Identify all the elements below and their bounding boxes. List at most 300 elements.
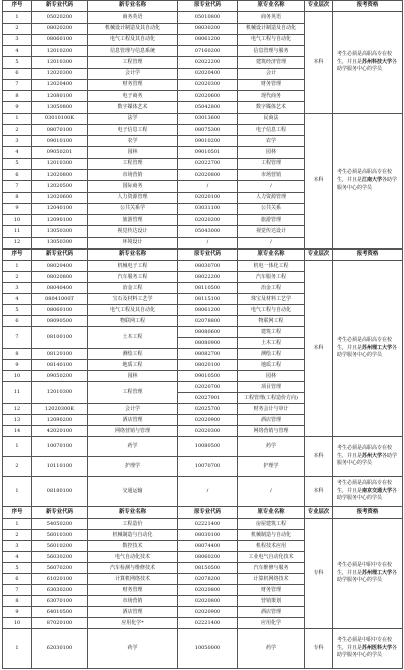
cell-old-code: 09010500 <box>178 371 238 382</box>
cell-new-name: 机械设计制造及其自动化 <box>88 23 178 34</box>
cell-new-name: 数控技术 <box>88 541 178 552</box>
cell-old-code: 02020900 <box>178 607 238 618</box>
cell-new-name: 电子信息工程 <box>88 124 178 135</box>
cell-new-name: 财务管理 <box>88 585 178 596</box>
cell-old-code: / <box>178 237 238 248</box>
cell-old-name: 工程管理 <box>238 158 305 169</box>
level-cell: 专科 <box>305 519 333 629</box>
qualification-text-a: 考生必须是高职高专在校生，并且是 <box>337 169 393 183</box>
cell-old-name: 营销策划 <box>238 596 305 607</box>
cell-old-name: 人力资源管理 <box>238 192 305 203</box>
header-new-name: 新专业名称 <box>88 507 178 519</box>
cell-new-code: 63070100 <box>32 596 88 607</box>
cell-new-name: 交通运输 <box>88 477 178 507</box>
cell-new-name: 酒店管理 <box>88 607 178 618</box>
header-new-name: 新专业名称 <box>88 250 178 261</box>
table-row <box>3 519 403 530</box>
cell-old-code: 02020600 <box>178 91 238 102</box>
qualification-text-a: 考生必须是高职高专在校生，并且是 <box>337 336 393 351</box>
cell-seq: 9 <box>3 102 32 113</box>
cell-new-name: 园林 <box>88 147 178 158</box>
cell-new-name: 旅游管理 <box>88 215 178 226</box>
cell-new-code: 12080100 <box>32 91 88 102</box>
major-table-2 <box>2 249 403 507</box>
cell-seq: 9 <box>3 203 32 214</box>
cell-new-name: 市场营销 <box>88 596 178 607</box>
cell-old-name: 房屋建筑工程 <box>238 519 305 530</box>
cell-old-name: 园林 <box>238 147 305 158</box>
cell-new-name: 园林 <box>88 371 178 382</box>
cell-new-code: 56010300 <box>32 530 88 541</box>
cell-old-code: 02020300 <box>178 426 238 437</box>
cell-new-code: 54050200 <box>32 519 88 530</box>
cell-new-name: 土木工程 <box>88 327 178 349</box>
cell-old-code: 02221400 <box>178 618 238 629</box>
cell-seq: 2 <box>3 530 32 541</box>
cell-seq: 2 <box>3 272 32 283</box>
cell-old-code: 02020800 <box>178 585 238 596</box>
cell-old-code: 05010800 <box>178 12 238 23</box>
cell-old-code: 08074400 <box>178 541 238 552</box>
header-old-name: 原专业名称 <box>238 507 305 519</box>
cell-seq: 6 <box>3 316 32 327</box>
cell-new-code: 08180100 <box>32 477 88 507</box>
level-cell: 本科 <box>305 113 333 248</box>
qualification-text-a: 考生必须是高职高专在校生，并且是 <box>337 479 393 494</box>
cell-seq: 2 <box>3 23 32 34</box>
cell-new-code: 09010100 <box>32 136 88 147</box>
cell-new-name: 视觉传达设计 <box>88 226 178 237</box>
cell-old-name: 电气工程与自动化 <box>238 34 305 45</box>
cell-new-code: 13050300 <box>32 237 88 248</box>
cell-new-code: 56010200 <box>32 541 88 552</box>
header-new-code: 新专业代码 <box>32 507 88 519</box>
cell-old-code: 02020100 <box>178 192 238 203</box>
cell-old-name: 建筑工程 <box>238 327 305 338</box>
table-row <box>3 629 403 669</box>
cell-seq: 1 <box>3 519 32 530</box>
cell-old-code: 02020900 <box>178 415 238 426</box>
cell-new-name: 国际商务 <box>88 181 178 192</box>
qualification-text-b: 各助学服务中心的学员 <box>337 644 398 659</box>
cell-old-code: 10080500 <box>178 437 238 457</box>
cell-new-code: 05020200 <box>32 12 88 23</box>
cell-new-name: 财务管理 <box>88 79 178 90</box>
cell-new-code: 09050200 <box>32 371 88 382</box>
cell-new-code: 08120100 <box>32 349 88 360</box>
cell-seq: 9 <box>3 360 32 371</box>
cell-old-name: 冶金工程 <box>238 283 305 294</box>
cell-old-name: / <box>238 181 305 192</box>
cell-seq: 4 <box>3 552 32 563</box>
cell-new-code: 08100100 <box>32 327 88 349</box>
cell-old-name: 电气工程与自动化 <box>238 305 305 316</box>
school-name: 江南大学 <box>362 176 383 183</box>
cell-new-name: 应用化学* <box>88 618 178 629</box>
cell-seq: 8 <box>3 91 32 102</box>
cell-seq: 3 <box>3 136 32 147</box>
header-new-code: 新专业代码 <box>32 1 88 12</box>
qualification-text-a: 考生必须是高职高专在校生，并且是 <box>337 444 393 459</box>
header-old-code: 原专业代码 <box>178 507 238 519</box>
level-cell: 本科 <box>305 12 333 113</box>
qualification-cell <box>333 113 403 248</box>
qualification-text-a: 考生必须是高职高专在校生，并且是 <box>337 50 393 65</box>
cell-old-code: 08150500 <box>178 563 238 574</box>
cell-seq: 7 <box>3 79 32 90</box>
cell-old-name: 财务管理 <box>238 79 305 90</box>
header-level: 专业层次 <box>305 1 333 12</box>
cell-old-name: 工程管理(工程造价方向) <box>238 393 305 404</box>
cell-new-code: 12010300 <box>32 158 88 169</box>
cell-old-name: 机电一体化工程 <box>238 261 305 272</box>
cell-new-name: 工程管理 <box>88 382 178 404</box>
cell-old-code: 02022200 <box>178 57 238 68</box>
cell-seq: 4 <box>3 147 32 158</box>
cell-new-code: 13050300 <box>32 226 88 237</box>
cell-new-code: 08020200 <box>32 23 88 34</box>
cell-new-code: 42020100 <box>32 426 88 437</box>
school-name: 苏州医科大学 <box>362 644 393 651</box>
qualification-text-a: 考生必须是中职中专在校生，并且是 <box>337 561 393 576</box>
cell-old-code: 02020700 <box>178 382 238 393</box>
cell-old-code: / <box>178 181 238 192</box>
header-old-name: 原专业名称 <box>238 250 305 261</box>
cell-seq: 12 <box>3 404 32 415</box>
cell-seq: 2 <box>3 457 32 477</box>
cell-seq: 6 <box>3 68 32 79</box>
header-qualification: 报考资格 <box>333 1 403 12</box>
cell-old-code: 08060200 <box>178 552 238 563</box>
cell-new-name: 药学 <box>88 437 178 457</box>
cell-new-code: 12020400 <box>32 79 88 90</box>
header-old-name: 原专业名称 <box>238 1 305 12</box>
cell-new-code: 13050800 <box>32 102 88 113</box>
header-seq: 序号 <box>3 507 32 519</box>
cell-seq: 6 <box>3 169 32 180</box>
cell-new-code: 08020800 <box>32 272 88 283</box>
qualification-cell <box>333 519 403 629</box>
cell-old-name: 应用化学 <box>238 618 305 629</box>
cell-seq: 12 <box>3 237 32 248</box>
cell-old-code: 02020400 <box>178 68 238 79</box>
cell-old-code: 02025700 <box>178 404 238 415</box>
cell-old-name: 土木工程 <box>238 338 305 349</box>
header-new-code: 新专业代码 <box>32 250 88 261</box>
table-row <box>3 477 403 507</box>
cell-new-name: 商务英语 <box>88 12 178 23</box>
cell-new-name: 药学 <box>88 629 178 669</box>
cell-new-code: 12010200 <box>32 46 88 57</box>
cell-old-name: 财务管理 <box>238 585 305 596</box>
header-level: 专业层次 <box>305 250 333 261</box>
cell-old-code: 08061200 <box>178 34 238 45</box>
cell-old-name: 旅游管理 <box>238 215 305 226</box>
cell-new-name: 法学 <box>88 113 178 124</box>
cell-new-name: 汽车检测与维修技术 <box>88 563 178 574</box>
cell-old-code: 07160200 <box>178 46 238 57</box>
cell-new-name: 环境设计 <box>88 237 178 248</box>
cell-new-code: 12090200 <box>32 415 88 426</box>
cell-seq: 7 <box>3 181 32 192</box>
cell-new-code: 12020300 <box>32 68 88 79</box>
header-level: 专业层次 <box>305 507 333 519</box>
cell-old-name: 视觉传达设计 <box>238 226 305 237</box>
cell-old-code: 08030100 <box>178 530 238 541</box>
qualification-cell <box>333 477 403 507</box>
cell-seq: 3 <box>3 541 32 552</box>
cell-old-name: 物联网工程 <box>238 316 305 327</box>
cell-old-name: 农学 <box>238 136 305 147</box>
cell-new-code: 12020800 <box>32 169 88 180</box>
school-name: 苏州理工大学 <box>362 569 393 576</box>
cell-old-name: 市场营销 <box>238 169 305 180</box>
cell-seq: 1 <box>3 437 32 457</box>
cell-new-name: 农学 <box>88 136 178 147</box>
header-qualification: 报考资格 <box>333 250 403 261</box>
cell-seq: 3 <box>3 283 32 294</box>
cell-new-name: 工程管理 <box>88 57 178 68</box>
cell-seq: 11 <box>3 382 32 404</box>
qualification-text-b: 各助学服务中心的学员 <box>337 569 398 584</box>
cell-old-code: 02020300 <box>178 79 238 90</box>
cell-new-code: 09050201 <box>32 147 88 158</box>
cell-old-name: / <box>238 237 305 248</box>
cell-seq: 8 <box>3 192 32 203</box>
header-old-code: 原专业代码 <box>178 1 238 12</box>
cell-new-code: 63030200 <box>32 585 88 596</box>
qualification-cell <box>333 12 403 113</box>
cell-seq: 5 <box>3 158 32 169</box>
cell-seq: 7 <box>3 585 32 596</box>
cell-old-name: 珠宝及材料工艺学 <box>238 294 305 305</box>
cell-old-code: 08022200 <box>178 272 238 283</box>
cell-old-code: 08061200 <box>178 305 238 316</box>
cell-new-code: 56070200 <box>32 563 88 574</box>
cell-old-name: 项目管理 <box>238 382 305 393</box>
cell-seq: 3 <box>3 34 32 45</box>
qualification-text-a: 考生必须是中职中专在校生，并且是 <box>337 636 393 651</box>
qualification-cell <box>333 629 403 669</box>
cell-new-name: 市场营销 <box>88 169 178 180</box>
cell-seq: 5 <box>3 57 32 68</box>
cell-old-code: 08082700 <box>178 349 238 360</box>
cell-seq: 8 <box>3 349 32 360</box>
header-old-code: 原专业代码 <box>178 250 238 261</box>
qualification-text-b: 各助学服务中心的学员 <box>337 58 398 73</box>
cell-seq: 4 <box>3 46 32 57</box>
cell-old-name: 公共关系 <box>238 203 305 214</box>
cell-seq: 1 <box>3 629 32 669</box>
cell-old-name: 电子信息工程 <box>238 124 305 135</box>
qualification-text-b: 各助学服务中心的学员 <box>337 344 398 359</box>
header-qualification: 报考资格 <box>333 507 403 519</box>
level-cell: 本科 <box>305 261 333 437</box>
cell-seq: 1 <box>3 113 32 124</box>
cell-new-code: 08060100 <box>32 34 88 45</box>
cell-new-code: 08040400 <box>32 283 88 294</box>
cell-old-name: 民商法 <box>238 113 305 124</box>
cell-new-name: 公共关系学 <box>88 203 178 214</box>
header-seq: 序号 <box>3 1 32 12</box>
cell-old-code: 02078200 <box>178 574 238 585</box>
cell-old-code: 03013600 <box>178 113 238 124</box>
level-cell: 本科 <box>305 437 333 477</box>
cell-seq: 10 <box>3 371 32 382</box>
cell-old-name: 地质工程 <box>238 360 305 371</box>
cell-new-name: 网络营销与管理 <box>88 426 178 437</box>
cell-seq: 8 <box>3 596 32 607</box>
cell-new-code: 10110100 <box>32 457 88 477</box>
cell-new-code: 08020400 <box>32 261 88 272</box>
cell-seq: 5 <box>3 563 32 574</box>
cell-old-name: 计算机网络技术 <box>238 574 305 585</box>
cell-new-code: 12090100 <box>32 215 88 226</box>
cell-old-code: 02221400 <box>178 519 238 530</box>
cell-seq: 1 <box>3 477 32 507</box>
cell-new-name: 宝石及材料工艺学 <box>88 294 178 305</box>
cell-new-name: 电气自动化技术 <box>88 552 178 563</box>
cell-new-code: 08041000T <box>32 294 88 305</box>
cell-seq: 9 <box>3 607 32 618</box>
level-cell: 本科 <box>305 477 333 507</box>
cell-old-name: 工业电气自动化技术 <box>238 552 305 563</box>
cell-old-name: 建筑经济管理 <box>238 57 305 68</box>
cell-old-name: 护理学 <box>238 457 305 477</box>
table-row <box>3 113 403 124</box>
cell-old-name: 测绘工程 <box>238 349 305 360</box>
cell-new-code: 12010300 <box>32 57 88 68</box>
cell-new-code: 08060100 <box>32 305 88 316</box>
cell-old-code: 08080900 <box>178 338 238 349</box>
major-table-3 <box>2 506 403 669</box>
cell-old-code: 02020800 <box>178 596 238 607</box>
cell-new-code: 12040100 <box>32 203 88 214</box>
cell-old-name: 机械设计制造及自动化 <box>238 23 305 34</box>
cell-new-name: 数字媒体艺术 <box>88 102 178 113</box>
cell-new-code: 08090500 <box>32 316 88 327</box>
cell-new-name: 酒店管理 <box>88 415 178 426</box>
cell-old-name: / <box>238 477 305 507</box>
cell-old-name: 酒店管理 <box>238 607 305 618</box>
cell-old-code: 02027901 <box>178 393 238 404</box>
cell-new-code: 03010100K <box>32 113 88 124</box>
cell-new-name: 计算机网络技术 <box>88 574 178 585</box>
cell-seq: 4 <box>3 294 32 305</box>
cell-new-name: 护理学 <box>88 457 178 477</box>
cell-new-name: 工程造价 <box>88 519 178 530</box>
cell-new-code: 64010500 <box>32 607 88 618</box>
cell-old-name: 机械制造与自动化 <box>238 530 305 541</box>
cell-old-name: 信息管理与服务 <box>238 46 305 57</box>
cell-old-code: / <box>178 477 238 507</box>
cell-new-name: 电气工程及其自动化 <box>88 34 178 45</box>
table-row <box>3 437 403 457</box>
cell-new-name: 测绘工程 <box>88 349 178 360</box>
cell-old-name: 财务会计与审计 <box>238 404 305 415</box>
cell-old-code: 08030700 <box>178 261 238 272</box>
cell-old-name: 酒店管理 <box>238 415 305 426</box>
qualification-cell <box>333 437 403 477</box>
cell-old-code: 10050000 <box>178 629 238 669</box>
cell-seq: 2 <box>3 124 32 135</box>
cell-seq: 13 <box>3 415 32 426</box>
cell-new-name: 工程管理 <box>88 158 178 169</box>
qualification-text-b: 各助学服务中心的学员 <box>337 487 398 502</box>
cell-old-code: 02020200 <box>178 215 238 226</box>
cell-new-code: 61020100 <box>32 574 88 585</box>
cell-new-name: 冶金工程 <box>88 283 178 294</box>
cell-new-code: 10070100 <box>32 437 88 457</box>
cell-old-code: 08075300 <box>178 124 238 135</box>
cell-old-name: 园林 <box>238 371 305 382</box>
cell-new-code: 56030200 <box>32 552 88 563</box>
cell-new-name: 会计学 <box>88 404 178 415</box>
school-name: 苏州科技大学 <box>362 58 393 65</box>
cell-new-name: 电气工程及其自动化 <box>88 305 178 316</box>
school-name: 南京交通大学 <box>362 487 393 494</box>
cell-old-name: 数字媒体艺术 <box>238 102 305 113</box>
cell-seq: 11 <box>3 226 32 237</box>
cell-new-name: 机械电子工程 <box>88 261 178 272</box>
cell-new-code: 87020100 <box>32 618 88 629</box>
cell-old-code: 08030200 <box>178 23 238 34</box>
cell-seq: 10 <box>3 618 32 629</box>
cell-old-name: 现代商务 <box>238 91 305 102</box>
cell-new-code: 12020300K <box>32 404 88 415</box>
cell-new-name: 汽车服务工程 <box>88 272 178 283</box>
cell-old-code: 10070700 <box>178 457 238 477</box>
qualification-text-b: 各助学服务中心的学员 <box>337 176 398 191</box>
cell-new-name: 物联网工程 <box>88 316 178 327</box>
cell-new-name: 会计学 <box>88 68 178 79</box>
cell-new-name: 人力资源管理 <box>88 192 178 203</box>
cell-new-name: 机械制造与自动化 <box>88 530 178 541</box>
cell-new-code: 08140100 <box>32 360 88 371</box>
table-row <box>3 12 403 23</box>
cell-new-code: 62030100 <box>32 629 88 669</box>
cell-new-code: 12020500 <box>32 181 88 192</box>
cell-seq: 5 <box>3 305 32 316</box>
cell-old-code: 02078800 <box>178 316 238 327</box>
cell-old-name: 药学 <box>238 629 305 669</box>
cell-old-name: 汽车服务工程 <box>238 272 305 283</box>
cell-old-name: 商务英语 <box>238 12 305 23</box>
cell-new-code: 12010300 <box>32 382 88 404</box>
cell-new-name: 地质工程 <box>88 360 178 371</box>
cell-seq: 6 <box>3 574 32 585</box>
header-seq: 序号 <box>3 250 32 261</box>
cell-seq: 1 <box>3 261 32 272</box>
cell-old-code: 02022700 <box>178 158 238 169</box>
cell-old-name: 会计 <box>238 68 305 79</box>
school-name: 苏州理工大学 <box>362 344 393 351</box>
cell-old-code: 08110500 <box>178 283 238 294</box>
major-table-1 <box>2 0 403 249</box>
cell-old-name: 药学 <box>238 437 305 457</box>
cell-seq: 7 <box>3 327 32 349</box>
cell-new-code: 12020600 <box>32 192 88 203</box>
cell-old-name: 汽车维修与服务 <box>238 563 305 574</box>
header-new-name: 新专业名称 <box>88 1 178 12</box>
table-row <box>3 261 403 272</box>
cell-new-code: 08070100 <box>32 124 88 135</box>
cell-old-name: 机程技术应用 <box>238 541 305 552</box>
cell-old-code: 05043000 <box>178 226 238 237</box>
cell-old-code: 08115100 <box>178 294 238 305</box>
cell-old-code: 09010200 <box>178 136 238 147</box>
cell-old-code: 05042800 <box>178 102 238 113</box>
